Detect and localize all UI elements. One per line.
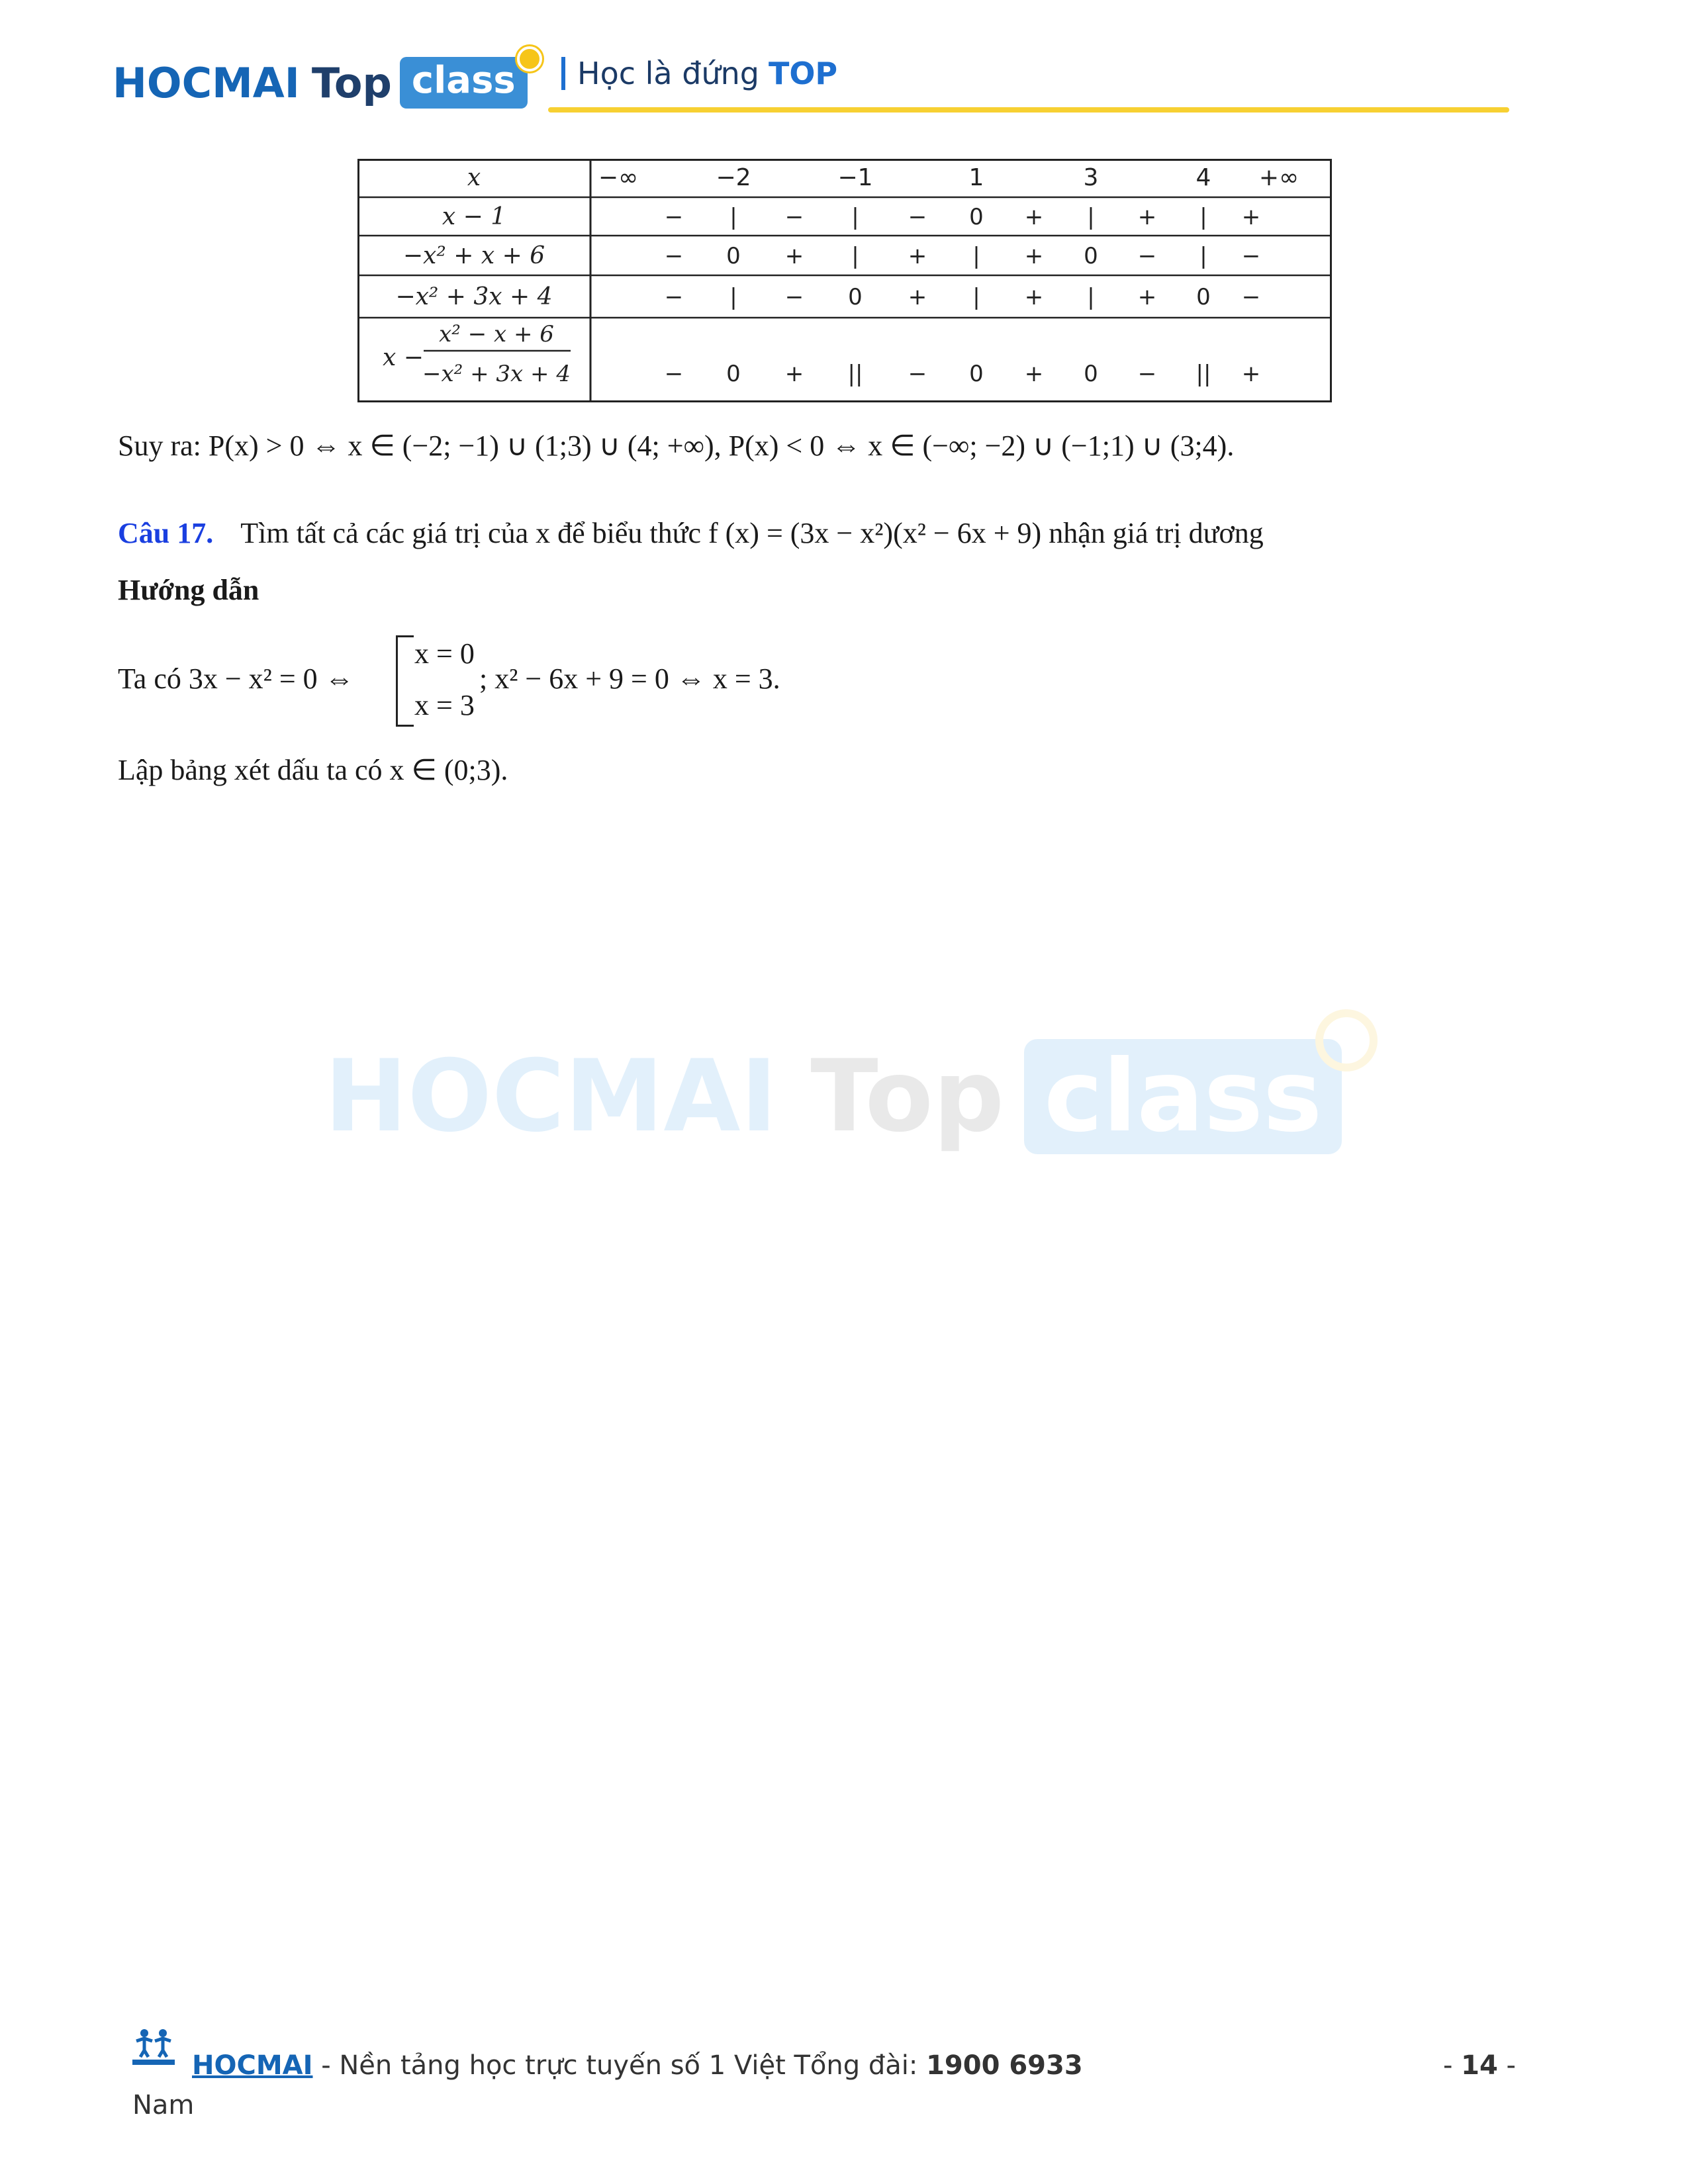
- table-sign-cell: 0: [1084, 243, 1098, 269]
- table-point-label: 3: [1083, 164, 1099, 191]
- watermark-class: class: [1024, 1039, 1342, 1154]
- conclusion-line: Lập bảng xét dấu ta có x ∈ (0;3).: [118, 754, 508, 786]
- table-sign-cell: +: [1024, 243, 1044, 269]
- table-row-label-prefix: x −: [383, 344, 424, 371]
- table-sign-cell: |: [729, 284, 737, 310]
- tagline-prefix: Học là đứng: [577, 56, 759, 91]
- table-sign-cell: +: [1137, 204, 1157, 230]
- table-sign-cell: |: [851, 243, 859, 269]
- table-row-label-numerator: x² − x + 6: [439, 321, 554, 347]
- table-sign-cell: −: [1241, 243, 1261, 269]
- table-sign-cell: −: [664, 243, 684, 269]
- hocmai-people-icon: [130, 2026, 177, 2066]
- table-sign-cell: −: [664, 284, 684, 310]
- table-sign-cell: |: [1199, 243, 1207, 269]
- table-sign-cell: 0: [1196, 284, 1211, 310]
- table-sign-cell: −: [664, 361, 684, 387]
- tagline-underline: [548, 107, 1509, 113]
- question-label: Câu 17.: [118, 517, 214, 549]
- table-point-label: −1: [837, 164, 873, 191]
- logo-class-badge: [400, 57, 528, 109]
- table-sign-cell: −: [1137, 361, 1157, 387]
- table-sign-cell: |: [1199, 204, 1207, 230]
- table-sign-cell: |: [972, 284, 980, 310]
- table-point-label: 1: [968, 164, 984, 191]
- table-sign-cell: +: [1024, 361, 1044, 387]
- table-sign-cell: +: [1241, 361, 1261, 387]
- table-sign-cell: 0: [969, 361, 984, 387]
- table-point-label: −∞: [598, 164, 639, 191]
- page-suffix: -: [1497, 2050, 1516, 2081]
- table-point-label: −2: [716, 164, 751, 191]
- watermark-logo: [324, 1039, 1378, 1154]
- table-sign-cell: 0: [848, 284, 863, 310]
- sun-icon: [517, 46, 542, 71]
- case-2: x = 3: [414, 689, 475, 721]
- table-sign-cell: +: [908, 243, 927, 269]
- footer-brand-link[interactable]: HOCMAI: [192, 2050, 313, 2081]
- table-sign-cell: −: [784, 284, 804, 310]
- page-number: [1443, 2050, 1516, 2081]
- hocmai-topclass-logo: [113, 46, 528, 119]
- table-point-label: 4: [1196, 164, 1211, 191]
- table-header-var: x: [467, 164, 481, 191]
- table-sign-cell: |: [972, 243, 980, 269]
- table-sign-cell: +: [1137, 284, 1157, 310]
- table-point-label: +∞: [1258, 164, 1299, 191]
- footer-line2: Nam: [132, 2090, 195, 2120]
- logo-hocmai-text: HOCMAI: [113, 58, 300, 107]
- table-sign-cell: |: [1087, 204, 1095, 230]
- table-sign-cell: −: [908, 204, 927, 230]
- table-row-label: −x² + x + 6: [402, 242, 545, 269]
- table-sign-cell: −: [664, 204, 684, 230]
- page-prefix: -: [1443, 2050, 1462, 2081]
- table-sign-cell: −: [908, 361, 927, 387]
- logo-top-text: Top: [311, 58, 392, 107]
- watermark-sun-icon: [1315, 1009, 1378, 1071]
- tagline-bar: [561, 57, 565, 90]
- table-sign-cell: 0: [1084, 361, 1098, 387]
- table-sign-cell: 0: [726, 361, 741, 387]
- guide-title: Hướng dẫn: [118, 574, 259, 606]
- table-row-label: x − 1: [442, 203, 506, 230]
- page-value: 14: [1461, 2050, 1498, 2081]
- table-sign-cell: +: [1241, 204, 1261, 230]
- table-sign-cell: +: [784, 361, 804, 387]
- table-sign-cell: ||: [847, 361, 863, 387]
- case-1: x = 0: [414, 637, 475, 670]
- case-bracket: [396, 635, 414, 727]
- table-row-label: −x² + 3x + 4: [395, 283, 553, 310]
- table-sign-cell: +: [1024, 204, 1044, 230]
- table-sign-cell: 0: [969, 204, 984, 230]
- question-text: Tìm tất cả các giá trị của x để biểu thức f (x) = (3x − x²)(x² − 6x + 9) nhận giá trị dương: [240, 517, 1264, 549]
- tagline: [561, 56, 837, 91]
- watermark-hocmai: HOCMAI: [324, 1039, 778, 1154]
- sign-table-svg: [357, 159, 1332, 402]
- table-sign-cell: −: [784, 204, 804, 230]
- footer-hotline-label: Tổng đài:: [794, 2050, 927, 2081]
- table-sign-cell: 0: [726, 243, 741, 269]
- footer-text: [192, 2050, 1083, 2081]
- watermark-top: Top: [810, 1039, 1005, 1154]
- footer-hotline: 1900 6933: [926, 2050, 1083, 2081]
- table-row-label-denominator: −x² + 3x + 4: [422, 361, 571, 387]
- table-sign-cell: |: [851, 204, 859, 230]
- table-sign-cell: |: [1087, 284, 1095, 310]
- table-sign-cell: +: [1024, 284, 1044, 310]
- question-17: [118, 516, 1264, 550]
- table-sign-cell: ||: [1196, 361, 1211, 387]
- logo-class-text: class: [400, 57, 528, 109]
- ta-co-prefix: Ta có 3x − x² = 0 ⇔: [118, 662, 354, 695]
- suy-ra-line: Suy ra: P(x) > 0 ⇔ x ∈ (−2; −1) ∪ (1;3) ∪ (4; +∞), P(x) < 0 ⇔ x ∈ (−∞; −2) ∪ (−1;1) ∪ (3;4).: [118, 430, 1235, 462]
- tagline-top: TOP: [768, 56, 838, 91]
- table-sign-cell: |: [729, 204, 737, 230]
- table-sign-cell: +: [908, 284, 927, 310]
- sign-table: [357, 159, 1332, 402]
- footer-tagline: - Nền tảng học trực tuyến số 1 Việt: [312, 2050, 794, 2081]
- table-sign-cell: −: [1241, 284, 1261, 310]
- ta-co-suffix: ; x² − 6x + 9 = 0 ⇔ x = 3.: [479, 662, 780, 695]
- table-sign-cell: +: [784, 243, 804, 269]
- table-sign-cell: −: [1137, 243, 1157, 269]
